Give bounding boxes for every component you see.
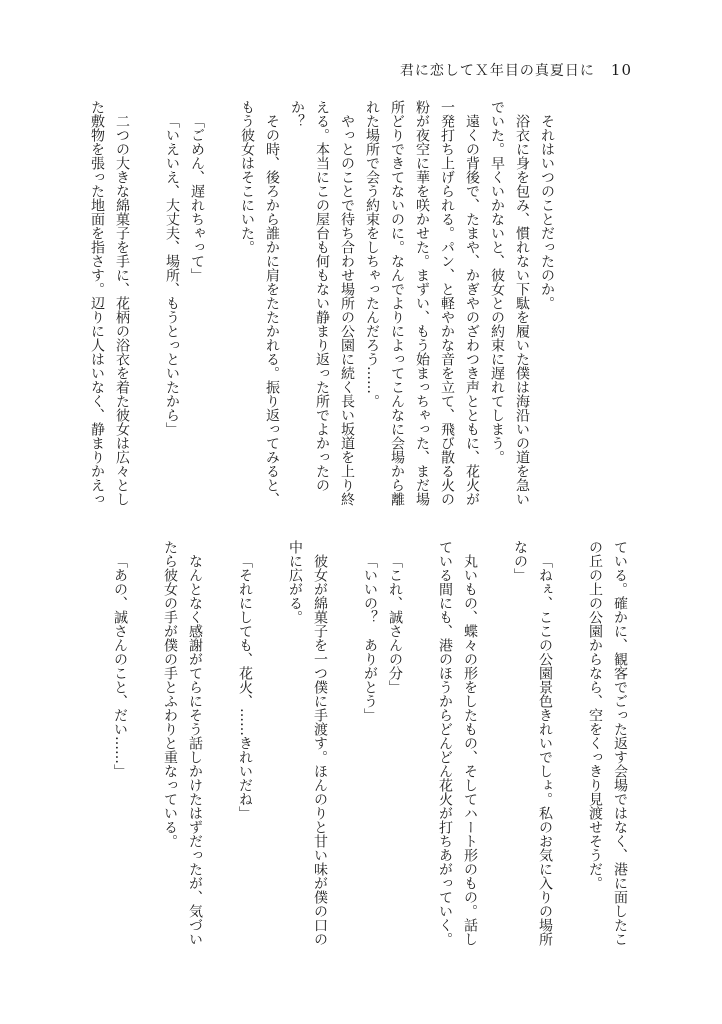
text-column: 二つの大きな綿菓子を手に、花柄の浴衣を着た彼女は広々とし (114, 114, 130, 506)
text-column: 浴衣に身を包み、慣れない下駄を履いた僕は海沿いの道を急い (514, 114, 530, 506)
text-column: 所どりできてないのに。なんでよりによってこんなに会場から離 (389, 100, 405, 506)
text-column: なの」 (512, 540, 528, 582)
text-column: の丘の上の公園からなら、空をくっきり見渡せそうだ。 (587, 540, 603, 890)
text-column: 「これ、誠さんの分」 (387, 554, 403, 694)
text-column: なんとなく感謝がてらにそう話しかけたはずだったが、気づい (187, 554, 203, 946)
text-column: 中に広がる。 (287, 540, 303, 624)
text-column: 「あの、誠さんのこと、だい……」 (112, 554, 128, 778)
text-column: ている間にも、港のほうからどんどん花火が打ちあがっていく。 (437, 540, 453, 946)
text-column: 粉が夜空に華を咲かせた。まずい、もう始まっちゃった、まだ場 (414, 100, 430, 506)
book-title: 君に恋してＸ年目の真夏日に (399, 63, 595, 79)
text-column: やっとのことで待ち合わせ場所の公園に続く長い坂道を上り終 (339, 114, 355, 506)
text-column: 一発打ち上げられる。パン、と軽やかな音を立て、飛び散る火の (439, 100, 455, 506)
page-number: 10 (610, 61, 632, 79)
text-column: た敷物を張った地面を指さす。辺りに人はいなく、静まりかえっ (89, 100, 105, 506)
text-column: 彼女が綿菓子を一つ僕に手渡す。ほんのりと甘い味が僕の口の (312, 554, 328, 946)
text-column: でいた。早くいかないと、彼女との約束に遅れてしまう。 (489, 100, 505, 464)
text-column: その時、後ろから誰かに肩をたたかれる。振り返ってみると、 (264, 114, 280, 506)
text-column: もう彼女はそこにいた。 (239, 100, 255, 254)
text-column: 「ごめん、遅れちゃって」 (189, 114, 205, 282)
text-column: 「いえいえ、大丈夫、場所、もうとっといたから」 (164, 114, 180, 436)
text-column: 遠くの背後で、たまや、かぎやのざわつき声とともに、花火が (464, 114, 480, 506)
running-header (400, 60, 632, 80)
text-column: それはいつのことだったのか。 (539, 114, 555, 310)
text-column: か？ (289, 100, 305, 128)
text-column: 「ねぇ、ここの公園景色きれいでしょ。私のお気に入りの場所 (537, 554, 553, 946)
text-column: たら彼女の手が僕の手とふわりと重なっている。 (162, 540, 178, 848)
text-column: 丸いもの、蝶々の形をしたもの、そしてハート形のもの。話し (462, 554, 478, 946)
text-column: 「それにしても、花火、……きれいだね」 (237, 554, 253, 820)
text-column: れた場所で会う約束をしちゃったんだろう……。 (364, 100, 380, 408)
text-column: ている。確かに、観客でごった返す会場ではなく、港に面したこ (612, 540, 628, 946)
text-column: える。本当にこの屋台も何もない静まり返った所でよかったの (314, 100, 330, 492)
text-column: 「いいの？ ありがとう」 (362, 554, 378, 722)
